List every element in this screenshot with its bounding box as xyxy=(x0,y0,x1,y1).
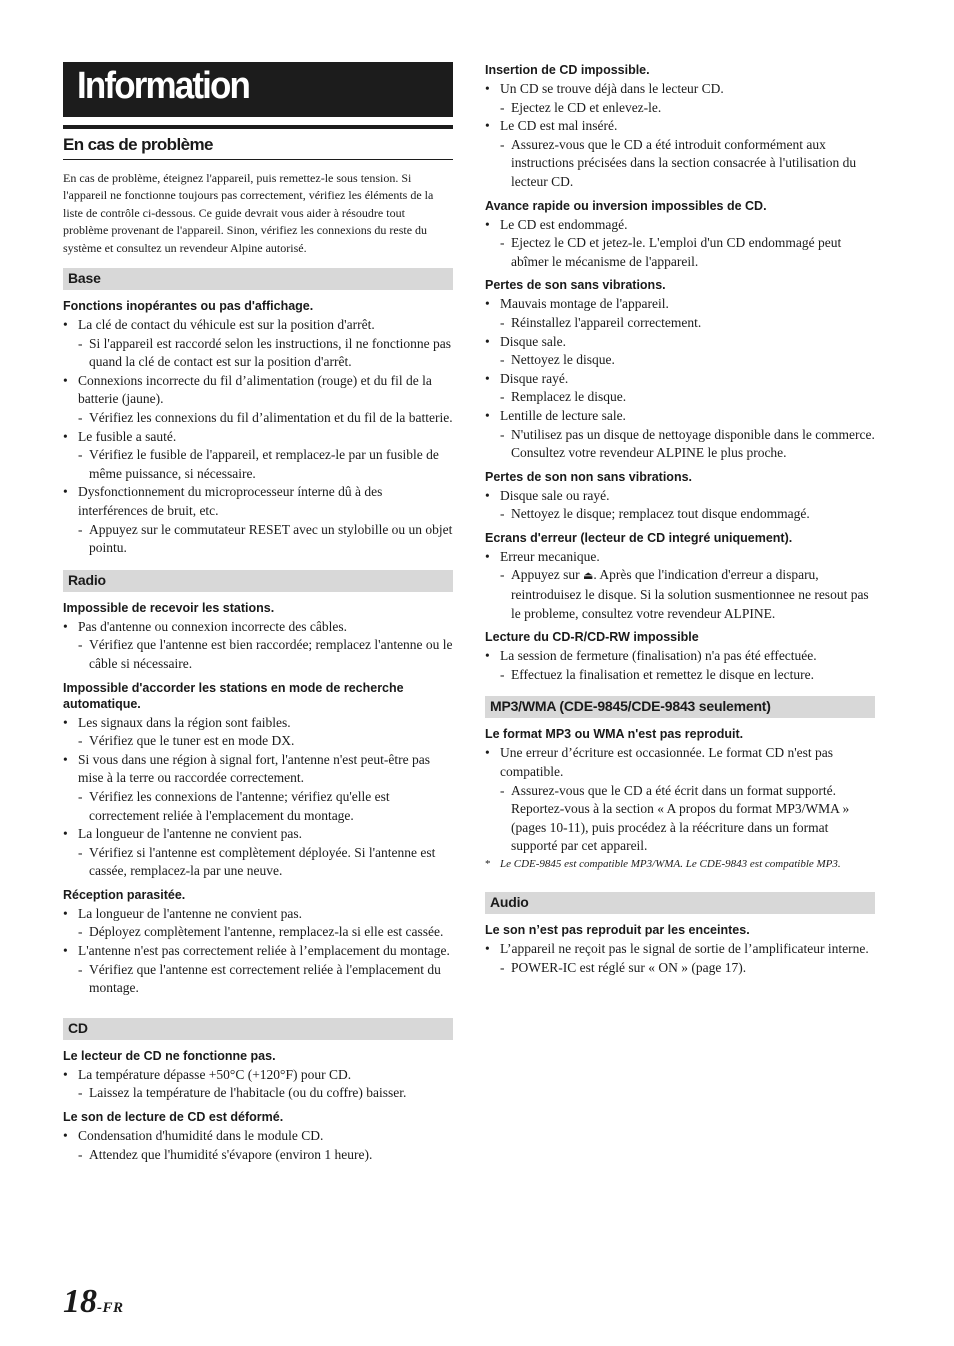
remedy-item: - Ejectez le CD et jetez-le. L'emploi d'un CD endommagé peut abîmer le mécanisme de l'appareil. xyxy=(500,235,842,269)
remedy-item: - Ejectez le CD et enlevez-le. xyxy=(500,99,662,115)
problem-group xyxy=(63,680,453,881)
cause-item: • L’appareil ne reçoit pas le signal de sortie de l’amplificateur interne. xyxy=(485,941,869,956)
cause-item: • Disque sale ou rayé. xyxy=(485,487,610,503)
section-heading-audio: Audio xyxy=(485,892,875,914)
problem-group xyxy=(485,469,875,524)
page-title: Information xyxy=(77,65,250,107)
problem-title: Insertion de CD impossible. xyxy=(485,63,650,77)
cause-item: • Le CD est mal inséré. xyxy=(485,118,618,134)
problem-group xyxy=(63,600,453,674)
cause-item: • La session de fermeture (finalisation) n'a pas été effectuée. xyxy=(485,648,817,664)
problem-title: Lecture du CD-R/CD-RW impossible xyxy=(485,630,699,645)
remedy-item: - Appuyez sur ⏏. Après que l'indication d'erreur a disparu, reintroduisez le disque. Si la solution susmentionnee ne resout pas le probleme, consultez votre revendeur ALPINE. xyxy=(500,567,869,621)
cause-item: • Disque sale. xyxy=(485,333,566,349)
cause-item: • Condensation d'humidité dans le module CD. xyxy=(63,1128,324,1144)
cause-item: • Si vous dans une région à signal fort, l'antenne n'est peut-être pas mise à la terre ou raccordée correctement. xyxy=(63,751,431,786)
problem-group xyxy=(63,887,453,998)
remedy-item: - Vérifiez que l'antenne est bien raccordée; remplacez l'antenne ou le câble si nécessaire. xyxy=(78,637,453,671)
page-number: 18-FR xyxy=(63,1283,124,1320)
problem-title: Impossible de recevoir les stations. xyxy=(63,600,275,615)
problem-title: Avance rapide ou inversion impossibles de CD. xyxy=(485,198,767,213)
cause-item: • Erreur mecanique. xyxy=(485,548,600,564)
cause-item: • La longueur de l'antenne ne convient pas. xyxy=(63,905,302,921)
cause-item: • La clé de contact du véhicule est sur la position d'arrêt. xyxy=(63,317,375,333)
remedy-item: - Laissez la température de l'habitacle (ou du coffre) baisser. xyxy=(78,1085,407,1101)
problem-title: Le son n’est pas reproduit par les enceintes. xyxy=(485,923,750,937)
remedy-item: - Si l'appareil est raccordé selon les instructions, il ne fonctionne pas quand la clé de contact est sur la position d'arrêt. xyxy=(78,335,451,370)
cause-item: • Dysfonctionnement du microprocesseur ínterne dû à des interférences de bruit, etc. xyxy=(63,484,383,518)
problem-title: Réception parasitée. xyxy=(63,887,186,902)
eject-icon: ⏏ xyxy=(582,570,594,583)
problem-group xyxy=(63,298,453,558)
remedy-item: - Vérifiez le fusible de l'appareil, et remplacez-le par un fusible de même puissance, si nécessaire. xyxy=(78,447,439,481)
problem-group xyxy=(485,726,875,872)
remedy-item: - Vérifiez que le tuner est en mode DX. xyxy=(78,733,295,749)
page-subtitle: En cas de problème xyxy=(63,135,453,160)
remedy-item: - Attendez que l'humidité s'évapore (environ 1 heure). xyxy=(78,1146,373,1162)
remedy-item: - Vérifiez les connexions de l'antenne; vérifiez qu'elle est correctement reliée à l'emplacement du montage. xyxy=(78,788,390,823)
cause-item: • Les signaux dans la région sont faibles. xyxy=(63,714,291,730)
page-title-bar xyxy=(63,62,453,117)
section-heading-mp3-wma: MP3/WMA (CDE-9845/CDE-9843 seulement) xyxy=(485,696,875,718)
problem-title: Impossible d'accorder les stations en mode de recherche automatique. xyxy=(63,680,404,711)
section-heading-radio: Radio xyxy=(63,570,453,592)
cause-item: • Un CD se trouve déjà dans le lecteur CD. xyxy=(485,81,724,96)
cause-item: • La température dépasse +50°C (+120°F) pour CD. xyxy=(63,1066,352,1082)
intro-paragraph: En cas de problème, éteignez l'appareil, puis remettez-le sous tension. Si l'appareil ne fonctionne toujours pas correctement, vérifiez les éléments de la liste de contrôle ci-dessous. Ce guide devrait vous aider à résoudre tout problème provenant de l'appareil. Sinon, vérifiez les connexions du reste du système et consultez un revendeur Alpine autorisé. xyxy=(63,171,434,255)
problem-group xyxy=(63,1048,453,1103)
problem-group xyxy=(485,277,875,462)
problem-title: Pertes de son non sans vibrations. xyxy=(485,469,693,484)
problem-title: Pertes de son sans vibrations. xyxy=(485,278,666,293)
cause-item: • Lentille de lecture sale. xyxy=(485,407,626,423)
remedy-item: - Nettoyez le disque. xyxy=(500,352,615,368)
remedy-item: - Réinstallez l'appareil correctement. xyxy=(500,314,702,330)
problem-title: Le format MP3 ou WMA n'est pas reproduit. xyxy=(485,727,744,742)
section-heading-base: Base xyxy=(63,268,453,290)
problem-title: Ecrans d'erreur (lecteur de CD integré uniquement). xyxy=(485,530,793,545)
remedy-item: - Nettoyez le disque; remplacez tout disque endommagé. xyxy=(500,506,810,522)
problem-group xyxy=(485,62,875,192)
remedy-item: - Vérifiez que l'antenne est correctement reliée à l'emplacement du montage. xyxy=(78,961,441,996)
problem-group xyxy=(63,1109,453,1164)
cause-item: • Le CD est endommagé. xyxy=(485,216,628,232)
cause-item: • La longueur de l'antenne ne convient pas. xyxy=(63,826,302,842)
problem-title: Le son de lecture de CD est déformé. xyxy=(63,1110,284,1125)
cause-item: • Une erreur d’écriture est occasionnée. Le format CD n'est pas compatible. xyxy=(485,745,834,780)
cause-item: • Le fusible a sauté. xyxy=(63,428,177,444)
cause-item: • Disque rayé. xyxy=(485,370,569,386)
remedy-item: - Vérifiez si l'antenne est complètement déployée. Si l'antenne est cassée, remplacez-la par une neuve. xyxy=(78,844,436,879)
remedy-item: - Vérifiez les connexions du fil d’alimentation et du fil de la batterie. xyxy=(78,410,453,425)
problem-title: Fonctions inopérantes ou pas d'affichage. xyxy=(63,299,314,314)
problem-group xyxy=(485,530,875,623)
section-heading-cd: CD xyxy=(63,1018,453,1040)
remedy-item: - Appuyez sur le commutateur RESET avec un stylobille ou un objet pointu. xyxy=(78,521,453,556)
cause-item: • L'antenne n'est pas correctement reliée à l’emplacement du montage. xyxy=(63,943,450,959)
remedy-item: - Assurez-vous que le CD a été introduit conformément aux instructions précisées dans la section consacrée à l'utilisation du lecteur CD. xyxy=(500,136,857,189)
problem-title: Le lecteur de CD ne fonctionne pas. xyxy=(63,1048,276,1063)
problem-group xyxy=(485,922,875,977)
remedy-item: - Déployez complètement l'antenne, remplacez-la si elle est cassée. xyxy=(78,924,444,940)
remedy-item: - Effectuez la finalisation et remettez le disque en lecture. xyxy=(500,666,814,682)
problem-group xyxy=(485,198,875,272)
cause-item: • Mauvais montage de l'appareil. xyxy=(485,296,669,312)
right-column xyxy=(485,62,875,983)
remedy-item: - POWER-IC est réglé sur « ON » (page 17). xyxy=(500,959,747,975)
title-rule xyxy=(63,125,453,129)
footnote: * Le CDE-9845 est compatible MP3/WMA. Le CDE-9843 est compatible MP3. xyxy=(485,858,841,870)
remedy-item: - N'utilisez pas un disque de nettoyage disponible dans le commerce. Consultez votre revendeur ALPINE le plus proche. xyxy=(500,426,875,461)
cause-item: • Connexions incorrecte du fil d’alimentation (rouge) et du fil de la batterie (jaune). xyxy=(63,372,432,407)
cause-item: • Pas d'antenne ou connexion incorrecte des câbles. xyxy=(63,618,347,634)
remedy-item: - Assurez-vous que le CD a été écrit dans un format supporté. Reportez-vous à la section « A propos du format MP3/WMA » (pages 10-11), puis procédez à la réécriture dans un format supporté par cet appareil. xyxy=(500,782,850,854)
left-column xyxy=(63,62,453,1170)
remedy-item: - Remplacez le disque. xyxy=(500,389,627,405)
problem-group xyxy=(485,629,875,684)
